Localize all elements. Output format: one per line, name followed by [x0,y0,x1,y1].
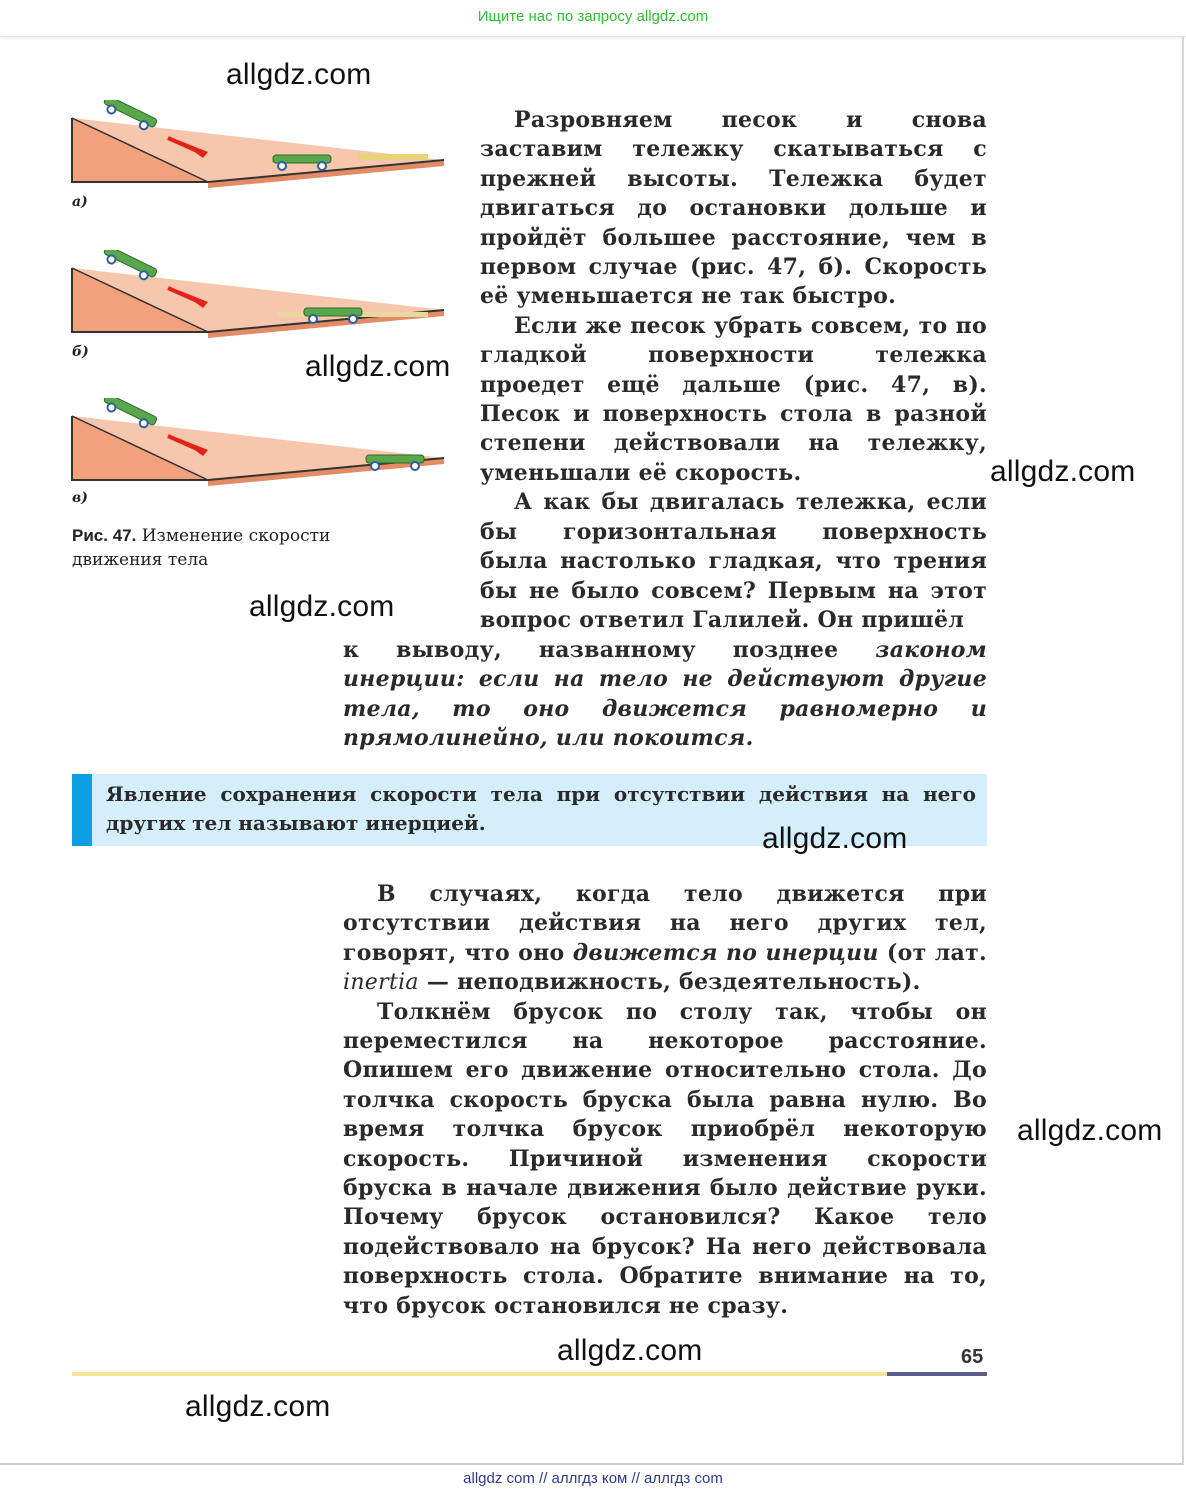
figure-47a [68,100,458,190]
paragraph-4 [343,880,987,998]
caption-text: Изменение скорости движения тела [72,526,331,570]
law-paragraph [343,636,987,754]
figure-label-b: б) [72,344,89,360]
law-statement: : если на тело не действуют другие тела, то оно движется равномерно и прямолинейно, или покоится. [343,666,987,752]
paragraph-3: А как бы двигалась тележка, если бы горизонтальная поверхность была настолько гладкая, что трения бы не было совсем? Первым на этот вопрос ответил Галилей. Он пришёл [480,489,987,633]
page-number: 65 [961,1346,984,1368]
p4-latin: inertia [343,970,419,996]
watermark: allgdz.com [557,1334,703,1367]
p4-italic: движется по инерции [572,939,879,966]
figure-caption [72,524,372,572]
p4-part-c: — неподвижность, бездеятельность). [426,969,921,996]
caption-number: Рис. 47. [72,526,137,545]
p4-part-b: (от лат. [886,939,987,966]
footer-line-accent [887,1372,987,1376]
bottom-bar[interactable]: allgdz com // аллгдз ком // аллгдз com [463,1470,723,1487]
watermark: allgdz.com [762,822,908,855]
law-term: законом инерции [343,637,987,693]
paragraph-2: Если же песок убрать совсем, то по гладкой поверхности тележка проедет ещё дальше (рис. 47, в). Песок и поверхность стола в разной степени действовали на тележку, уменьшали её скорость. [480,312,987,486]
text-column-bottom [343,880,987,1321]
paragraph-5: Толкнём брусок по столу так, чтобы он переместился на некоторое расстояние. Опишем его движение относительно стола. До толчка скорость бруска была равна нулю. Во время толчка брусок приобрёл некоторую скорость. Причиной изменения скорости бруска в начале движения было действие руки. Почему брусок остановился? Какое тело подействовало на брусок? На него действовала поверхность стола. Обратите внимание на то, что брусок остановился не сразу. [343,998,987,1319]
top-banner[interactable]: Ищите нас по запросу allgdz.com [0,0,1186,37]
definition-accent-bar [72,774,92,846]
sand-strip [358,154,428,160]
figure-47b [68,250,458,340]
text-column-top [480,106,987,635]
law-intro: к выводу, названному позднее [343,637,839,663]
watermark: allgdz.com [990,455,1136,488]
law-sentence [343,636,987,754]
figure-47c [68,398,458,488]
watermark: allgdz.com [1017,1114,1163,1147]
watermark: allgdz.com [249,590,395,623]
figure-label-c: в) [72,490,88,506]
watermark: allgdz.com [185,1390,331,1423]
p4-part-a: В случаях, когда тело движется при отсутствии действия на него других тел, говорят, что оно [343,881,987,966]
footer-line [72,1372,887,1376]
paragraph-1: Разровняем песок и снова заставим тележку скатываться с прежней высоты. Тележка будет двигаться до остановки дольше и пройдёт большее расстояние, чем в первом случае (рис. 47, б). Скорость её уменьшается не так быстро. [480,107,987,310]
definition-text: Явление сохранения скорости тела при отсутствии действия на него других тел называют инерцией. [106,782,976,835]
figure-label-a: а) [72,194,88,210]
watermark: allgdz.com [305,350,451,383]
watermark: allgdz.com [226,58,372,91]
